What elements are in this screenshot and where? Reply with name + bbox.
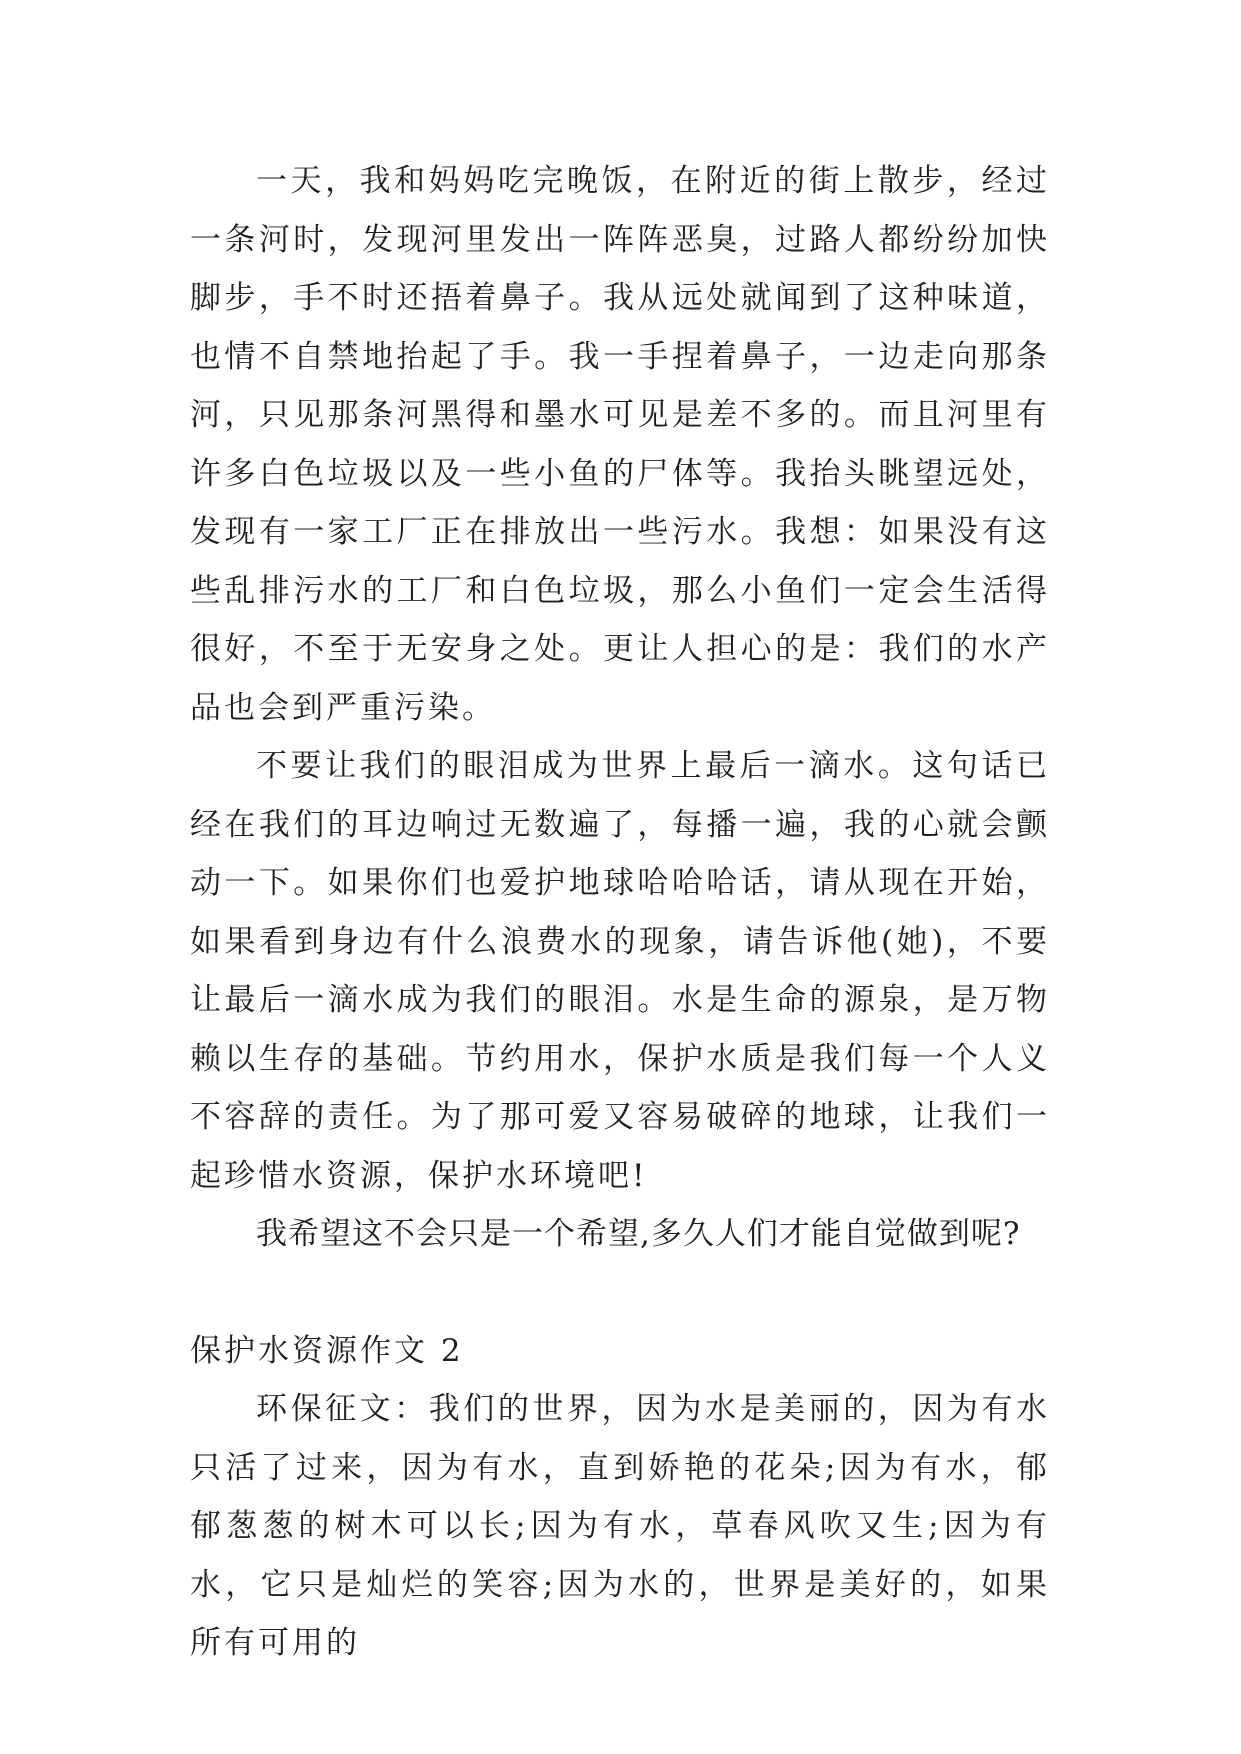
section-title: 保护水资源作文 2 [190, 1332, 464, 1369]
section-spacer [190, 1264, 1050, 1322]
paragraph-last-drop: 不要让我们的眼泪成为世界上最后一滴水。这句话已经在我们的耳边响过无数遍了，每播一遍，我的心就会颤动一下。如果你们也爱护地球哈哈哈话，请从现在开始，如果看到身边有什么浪费水的现象，请告诉他(她)，不要让最后一滴水成为我们的眼泪。水是生命的源泉，是万物赖以生存的基础。节约用水，保护水质是我们每一个人义不容辞的责任。为了那可爱又容易破碎的地球，让我们一起珍惜水资源，保护水环境吧! [190, 748, 1050, 1194]
paragraph-river-pollution: 一天，我和妈妈吃完晚饭，在附近的街上散步，经过一条河时，发现河里发出一阵阵恶臭，过路人都纷纷加快脚步，手不时还捂着鼻子。我从远处就闻到了这种味道，也情不自禁地抬起了手。我一手捏着鼻子，一边走向那条河，只见那条河黑得和墨水可见是差不多的。而且河里有许多白色垃圾以及一些小鱼的尸体等。我抬头眺望远处，发现有一家工厂正在排放出一些污水。我想：如果没有这些乱排污水的工厂和白色垃圾，那么小鱼们一定会生活得很好，不至于无安身之处。更让人担心的是：我们的水产品也会到严重污染。 [190, 163, 1050, 726]
paragraph-hope: 我希望这不会只是一个希望,多久人们才能自觉做到呢? [256, 1216, 1021, 1252]
document-body [190, 152, 1050, 1673]
paragraph-essay-intro: 环保征文：我们的世界，因为水是美丽的，因为有水只活了过来，因为有水，直到娇艳的花朵;因为有水，郁郁葱葱的树木可以长;因为有水，草春风吹又生;因为有水，它只是灿烂的笑容;因为水的，世界是美好的，如果所有可用的 [190, 1391, 1050, 1661]
